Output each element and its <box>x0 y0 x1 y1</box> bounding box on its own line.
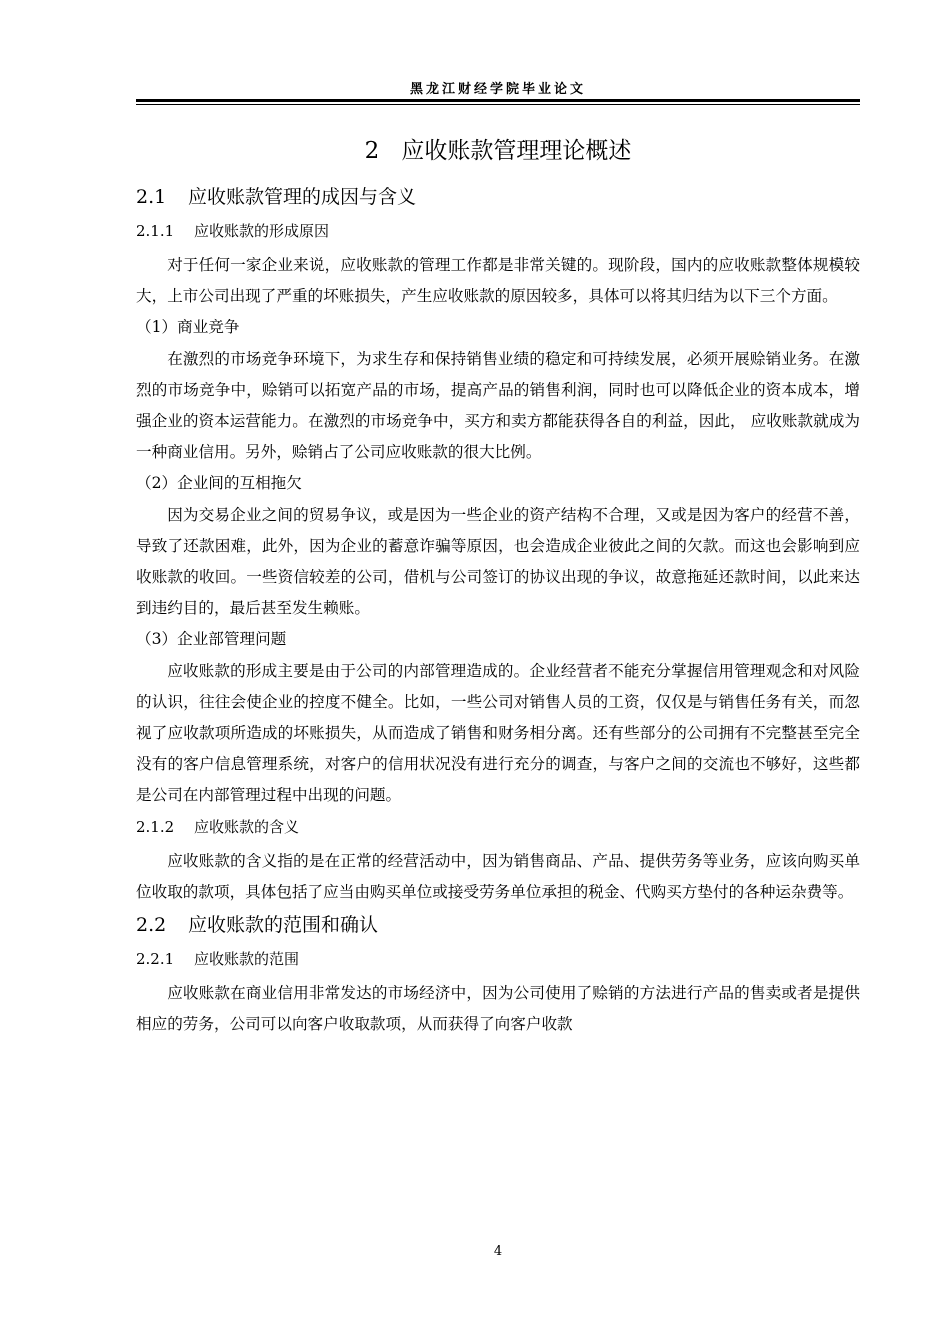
subsection-title: 应收账款的形成原因 <box>194 222 330 240</box>
paragraph-mutual-arrears: 因为交易企业之间的贸易争议，或是因为一些企业的资产结构不合理，又或是因为客户的经营不善，导致了还款困难，此外，因为企业的蓄意诈骗等原因，也会造成企业彼此之间的欠款。而这也会影响到应收账款的收回。一些资信较差的公司，借机与公司签订的协议出现的争议，故意拖延还款时间，以此来达到违约目的，最后甚至发生赖账。 <box>136 505 860 618</box>
list-item-mutual-arrears: （2）企业间的互相拖欠 <box>136 474 302 493</box>
paragraph-intro: 对于任何一家企业来说，应收账款的管理工作都是非常关键的。现阶段，国内的应收账款整体规模较大，上市公司出现了严重的坏账损失，产生应收账款的原因较多，具体可以将其归结为以下三个方面。 <box>136 256 860 306</box>
page-body <box>136 130 860 1040</box>
subsection-number: 2.1.1 <box>136 222 175 240</box>
paragraph-commercial-competition: 在激烈的市场竞争环境下，为求生存和保持销售业绩的稳定和可持续发展，必须开展赊销业务。在激烈的市场竞争中，赊销可以拓宽产品的市场，提高产品的销售利润，同时也可以降低企业的资本成本，增强企业的资本运营能力。在激烈的市场竞争中，买方和卖方都能获得各自的利益，因此， 应收账款就成为一种商业信用。另外，赊销占了公司应收账款的很大比例。 <box>136 349 860 462</box>
section-number: 2.2 <box>136 914 167 937</box>
subsection-heading-2-1-2 <box>136 814 860 840</box>
paragraph-scope: 应收账款在商业信用非常发达的市场经济中，因为公司使用了赊销的方法进行产品的售卖或者是提供相应的劳务，公司可以向客户收取款项，从而获得了向客户收款 <box>136 984 860 1034</box>
subsection-number: 2.2.1 <box>136 950 175 969</box>
list-item-internal-management: （3）企业部管理问题 <box>136 630 287 649</box>
header-rule-thin <box>136 104 860 105</box>
chapter-title: 应收账款管理理论概述 <box>401 138 632 164</box>
subsection-title: 应收账款的范围 <box>194 950 300 969</box>
subsection-heading-2-1-1 <box>136 218 860 244</box>
section-title: 应收账款的范围和确认 <box>188 914 379 937</box>
section-heading-2-2 <box>136 910 860 940</box>
chapter-heading <box>136 134 860 168</box>
chapter-number: 2 <box>364 138 380 164</box>
subsection-heading-2-2-1 <box>136 946 860 972</box>
section-title: 应收账款管理的成因与含义 <box>188 186 417 208</box>
subsection-number: 2.1.2 <box>136 817 175 836</box>
page-header-title: 黑龙江财经学院毕业论文 <box>409 82 586 97</box>
subsection-title: 应收账款的含义 <box>194 817 300 836</box>
header-rule-thick <box>136 99 860 102</box>
paragraph-internal-management: 应收账款的形成主要是由于公司的内部管理造成的。企业经营者不能充分掌握信用管理观念和对风险的认识，往往会使企业的控度不健全。比如，一些公司对销售人员的工资，仅仅是与销售任务有关，而忽视了应收款项所造成的坏账损失，从而造成了销售和财务相分离。还有些部分的公司拥有不完整甚至完全没有的客户信息管理系统，对客户的信用状况没有进行充分的调查，与客户之间的交流也不够好，这些都是公司在内部管理过程中出现的问题。 <box>136 661 860 805</box>
section-number: 2.1 <box>136 186 167 208</box>
list-item-commercial-competition: （1）商业竞争 <box>136 318 240 337</box>
page-number: 4 <box>493 1244 503 1259</box>
paragraph-definition: 应收账款的含义指的是在正常的经营活动中，因为销售商品、产品、提供劳务等业务，应该向购买单位收取的款项，具体包括了应当由购买单位或接受劳务单位承担的税金、代购买方垫付的各种运杂费等。 <box>136 851 860 901</box>
section-heading-2-1 <box>136 182 860 212</box>
